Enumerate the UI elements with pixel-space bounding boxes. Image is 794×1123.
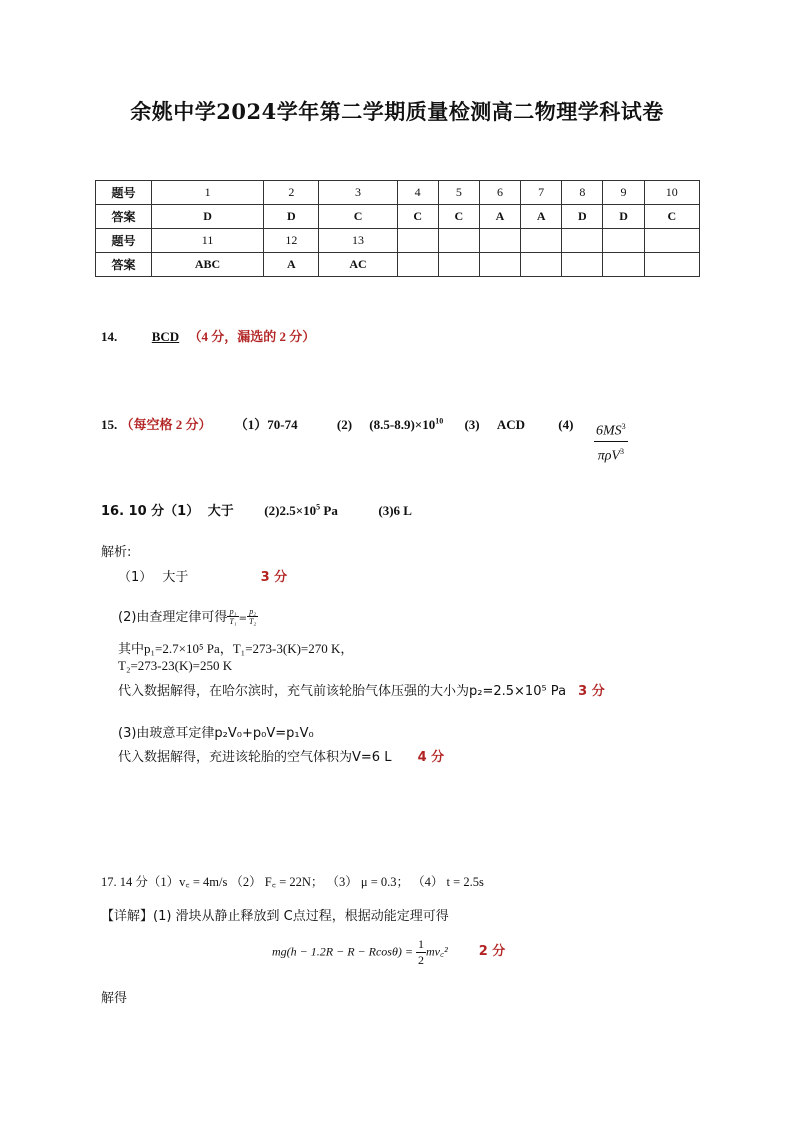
q16-head: 16. 10 分（1） [101, 504, 200, 519]
answer-cell [438, 253, 479, 277]
question-number-cell: 9 [603, 181, 644, 205]
charles-frac1-den: T₁ [229, 617, 237, 626]
charles-frac2-num: p₂ [247, 607, 258, 617]
row-label: 题号 [96, 229, 152, 253]
q17-eq-left: mg(h − 1.2R − R − Rcosθ) = [272, 944, 413, 959]
analysis-part2-score: 3 分 [578, 684, 605, 699]
q15-part4-num-exp: 3 [621, 422, 626, 431]
question-number-cell: 8 [562, 181, 603, 205]
answer-cell [644, 253, 699, 277]
answer-table [95, 180, 700, 277]
analysis-part3-line2: 代入数据解得，充进该轮胎的空气体积为V=6 L 4 分 [118, 750, 445, 765]
answer-cell: A [479, 205, 520, 229]
question-number-cell: 10 [644, 181, 699, 205]
answer-cell: A [521, 205, 562, 229]
answer-cell: D [562, 205, 603, 229]
q15-part3-label: (3) [464, 417, 480, 432]
analysis-part1-label: （1） [118, 570, 153, 585]
q16-part3-value: (3)6 L [378, 503, 412, 518]
analysis-part3-score: 4 分 [417, 750, 445, 765]
row-label: 答案 [96, 205, 152, 229]
answer-row [96, 205, 700, 229]
analysis-part1 [118, 566, 287, 585]
analysis-part1-score: 3 分 [260, 570, 288, 585]
question-number-cell: 4 [397, 181, 438, 205]
answer-cell [521, 253, 562, 277]
q17-solve-label: 解得 [101, 991, 128, 1006]
answer-cell: A [264, 253, 319, 277]
q14-answer: BCD [151, 329, 180, 344]
question-number-cell [521, 229, 562, 253]
row-label: 答案 [96, 253, 152, 277]
q15-scoring-note: （每空格 2 分） [120, 417, 212, 432]
answer-cell: ABC [152, 253, 264, 277]
question-number-row [96, 181, 700, 205]
question-number-row [96, 229, 700, 253]
question-number-cell: 3 [319, 181, 397, 205]
question-number-cell [438, 229, 479, 253]
q14-number: 14. [101, 329, 118, 344]
question-number-cell: 13 [319, 229, 397, 253]
analysis-part3-intro: (3)由玻意耳定律p₂V₀+p₀V=p₁V₀ [118, 726, 314, 741]
analysis-label: 解析: [101, 545, 132, 560]
q15-part4-den-exp: 3 [619, 446, 624, 456]
q16-line [101, 500, 412, 519]
question-number-cell [397, 229, 438, 253]
analysis-part2-intro: (2)由查理定律可得 $\frac{\text{p₁}}{\text{T₁}}$ = $\frac{\text{p₂}}{\text{T₂}}$ [118, 607, 257, 626]
analysis-part2-line4: 代入数据解得，在哈尔滨时，充气前该轮胎气体压强的大小为p₂=2.5×10⁵ Pa 3 分 [118, 684, 605, 699]
q15-part1-label: （1） [234, 417, 268, 432]
answer-cell [603, 253, 644, 277]
answer-cell: C [397, 205, 438, 229]
charles-frac2-den: T₂ [249, 617, 257, 626]
q15-part4-label: (4) [558, 417, 574, 432]
q15-part2-exponent: 10 [435, 416, 444, 426]
row-label: 题号 [96, 181, 152, 205]
q17-equation [272, 937, 505, 968]
q15-part2-value: (8.5-8.9)×10 [369, 417, 436, 432]
q15-part4-numerator: 6MS [596, 423, 622, 439]
q16-part2-value: $(2)2.5\times 10^5$ Pa [264, 502, 338, 518]
answer-cell: C [644, 205, 699, 229]
answer-cell: D [603, 205, 644, 229]
q14-line [101, 326, 315, 345]
analysis-part1-value: 大于 [162, 570, 189, 585]
q15-part1-value: 70-74 [267, 417, 298, 432]
analysis-part2-line2: 其中p₁=2.7×10⁵ Pa，T₁=273-3(K)=270 K， [118, 641, 354, 656]
analysis-part2-line3: T₂=273-23(K)=250 K [118, 658, 233, 673]
q15-part4-formula [594, 417, 628, 465]
answer-cell [562, 253, 603, 277]
answer-cell: D [152, 205, 264, 229]
q17-eq-right: mv꜀² [425, 944, 448, 959]
answer-cell: C [438, 205, 479, 229]
question-number-cell [562, 229, 603, 253]
q15-part3-value: ACD [496, 417, 526, 432]
answer-cell: C [319, 205, 397, 229]
q15-number: 15. [101, 417, 118, 432]
question-number-cell [603, 229, 644, 253]
q14-scoring-note: （4 分，漏选的 2 分） [188, 329, 316, 344]
charles-frac1-num: p₁ [227, 607, 238, 617]
question-number-cell [644, 229, 699, 253]
question-number-cell: 6 [479, 181, 520, 205]
q16-part1-value: 大于 [207, 504, 234, 519]
question-number-cell [479, 229, 520, 253]
q15-line [101, 414, 573, 433]
question-number-cell: 11 [152, 229, 264, 253]
question-number-cell: 5 [438, 181, 479, 205]
q17-detail: 【详解】(1) 滑块从静止释放到 C点过程，根据动能定理可得 [101, 909, 449, 924]
q17-head: 17. 14 分（1）v꜀ = 4m/s （2） F꜀ = 22N； （3） μ = 0.3； （4） t = 2.5s [101, 875, 484, 889]
question-number-cell: 2 [264, 181, 319, 205]
question-number-cell: 1 [152, 181, 264, 205]
q17-eq-score: 2 分 [478, 944, 506, 960]
q17-eq-frac-num: 1 [417, 937, 424, 951]
answer-cell [479, 253, 520, 277]
question-number-cell: 12 [264, 229, 319, 253]
q15-part2-label: (2) [336, 417, 353, 432]
q17-eq-frac-den: 2 [417, 953, 424, 967]
question-number-cell: 7 [521, 181, 562, 205]
answer-cell [397, 253, 438, 277]
answer-cell: AC [319, 253, 397, 277]
page-title: 余姚中学2024学年第二学期质量检测高二物理学科试卷 [130, 99, 664, 124]
answer-cell: D [264, 205, 319, 229]
answer-row [96, 253, 700, 277]
q15-part4-denominator: πρV [597, 448, 620, 464]
